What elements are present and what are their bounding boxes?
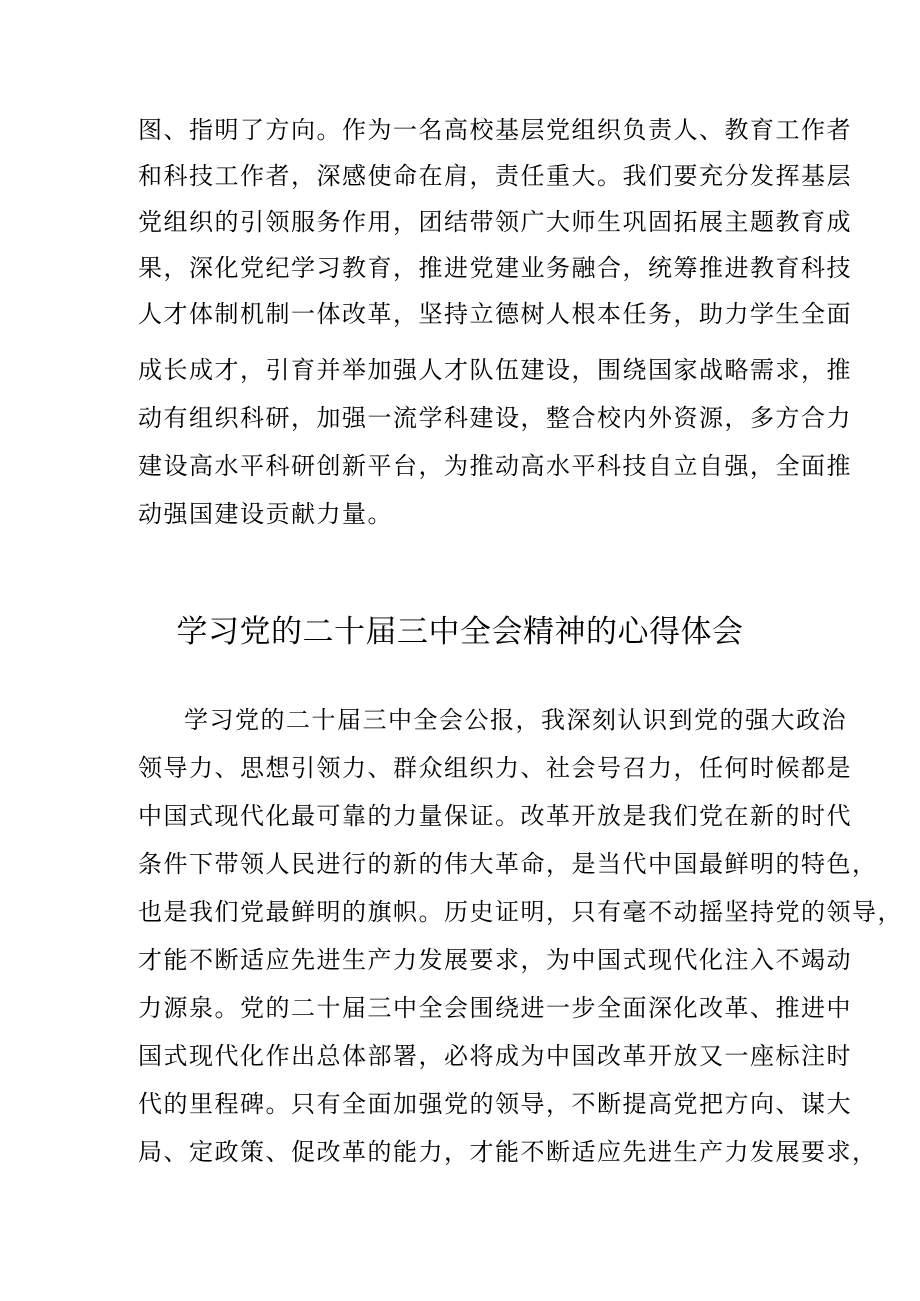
text-line: 也是我们党最鲜明的旗帜。历史证明，只有毫不动摇坚持党的领导，: [138, 898, 903, 926]
text-line: 动强国建设贡献力量。: [138, 500, 393, 528]
text-line: 果，深化党纪学习教育，推进党建业务融合，统筹推进教育科技: [138, 254, 852, 282]
text-line: 代的里程碑。只有全面加强党的领导，不断提高党把方向、谋大: [138, 1090, 852, 1118]
text-line: 中国式现代化最可靠的力量保证。改革开放是我们党在新的时代: [138, 802, 852, 830]
text-line: 力源泉。党的二十届三中全会围绕进一步全面深化改革、推进中: [138, 994, 852, 1022]
text-line: 动有组织科研，加强一流学科建设，整合校内外资源，多方合力: [138, 404, 852, 432]
text-line: 建设高水平科研创新平台，为推动高水平科技自立自强，全面推: [138, 452, 852, 480]
text-line: 国式现代化作出总体部署，必将成为中国改革开放又一座标注时: [138, 1042, 852, 1070]
text-line: 成长成才，引育并举加强人才队伍建设，围绕国家战略需求，推: [138, 356, 852, 384]
text-line: 条件下带领人民进行的新的伟大革命，是当代中国最鲜明的特色，: [138, 850, 878, 878]
text-line: 才能不断适应先进生产力发展要求，为中国式现代化注入不竭动: [138, 946, 852, 974]
text-line: 领导力、思想引领力、群众组织力、社会号召力，任何时候都是: [138, 754, 852, 782]
text-line: 和科技工作者，深感使命在肩，责任重大。我们要充分发挥基层: [138, 162, 852, 190]
text-line: 图、指明了方向。作为一名高校基层党组织负责人、教育工作者: [138, 116, 852, 144]
text-line: 人才体制机制一体改革，坚持立德树人根本任务，助力学生全面: [138, 300, 852, 328]
section-heading: 学习党的二十届三中全会精神的心得体会: [176, 614, 744, 650]
text-line: 学习党的二十届三中全会公报，我深刻认识到党的强大政治: [184, 706, 847, 734]
text-line: 局、定政策、促改革的能力，才能不断适应先进生产力发展要求，: [138, 1138, 878, 1166]
text-line: 党组织的引领服务作用，团结带领广大师生巩固拓展主题教育成: [138, 208, 852, 236]
